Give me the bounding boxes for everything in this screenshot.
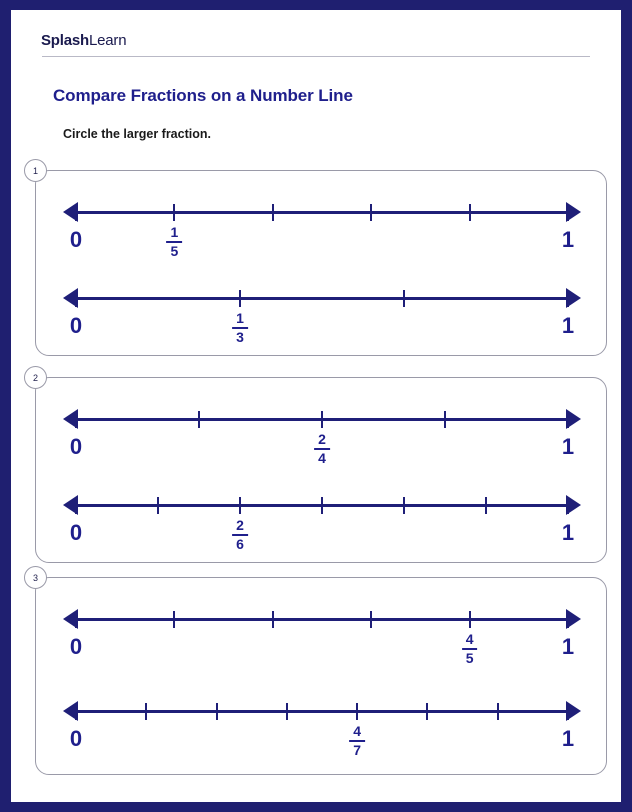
tick-mark <box>370 204 372 221</box>
fraction-label <box>232 311 248 345</box>
tick-mark <box>403 497 405 514</box>
fraction-label <box>462 632 478 666</box>
fraction-numerator: 1 <box>170 224 179 240</box>
problem-number-badge: 1 <box>24 159 47 182</box>
tick-mark <box>426 703 428 720</box>
tick-mark <box>272 204 274 221</box>
start-label: 0 <box>69 520 83 545</box>
end-label: 1 <box>561 227 575 252</box>
tick-mark <box>272 611 274 628</box>
start-label: 0 <box>69 634 83 659</box>
tick-mark <box>485 497 487 514</box>
fraction-label <box>349 724 365 758</box>
fraction-denominator: 4 <box>318 450 326 467</box>
fraction-numerator: 1 <box>236 310 244 326</box>
fraction-label <box>232 518 248 552</box>
fraction-denominator: 5 <box>465 650 474 667</box>
tick-mark <box>75 611 77 628</box>
tick-mark <box>239 497 241 514</box>
number-line-axis <box>76 297 568 300</box>
tick-mark <box>403 290 405 307</box>
problem-1 <box>32 166 607 356</box>
tick-mark <box>157 497 159 514</box>
tick-mark <box>567 611 569 628</box>
header-divider <box>42 56 590 57</box>
number-line <box>69 197 575 271</box>
fraction-numerator: 2 <box>236 517 244 533</box>
tick-mark <box>173 204 175 221</box>
tick-mark <box>75 497 77 514</box>
tick-mark <box>286 703 288 720</box>
tick-mark <box>145 703 147 720</box>
worksheet-page <box>11 10 621 802</box>
tick-mark <box>567 703 569 720</box>
tick-mark <box>321 497 323 514</box>
tick-mark <box>567 290 569 307</box>
number-line <box>69 490 575 564</box>
tick-mark <box>239 290 241 307</box>
tick-mark <box>75 290 77 307</box>
tick-mark <box>356 703 358 720</box>
tick-mark <box>567 497 569 514</box>
fraction-numerator: 2 <box>318 431 326 447</box>
problem-number-badge: 3 <box>24 566 47 589</box>
instruction-text: Circle the larger fraction. <box>63 127 211 141</box>
tick-mark <box>321 411 323 428</box>
end-label: 1 <box>561 520 575 545</box>
problem-2 <box>32 373 607 563</box>
fraction-numerator: 4 <box>353 723 362 739</box>
tick-mark <box>567 411 569 428</box>
number-line <box>69 604 575 678</box>
number-line-axis <box>76 211 568 214</box>
fraction-denominator: 7 <box>353 742 362 759</box>
end-label: 1 <box>561 726 575 751</box>
tick-mark <box>469 611 471 628</box>
fraction-label <box>314 432 330 466</box>
page-title: Compare Fractions on a Number Line <box>53 86 353 105</box>
start-label: 0 <box>69 434 83 459</box>
start-label: 0 <box>69 313 83 338</box>
fraction-denominator: 5 <box>170 243 179 260</box>
end-label: 1 <box>561 434 575 459</box>
start-label: 0 <box>69 227 83 252</box>
tick-mark <box>497 703 499 720</box>
problem-number-badge: 2 <box>24 366 47 389</box>
tick-mark <box>173 611 175 628</box>
tick-mark <box>444 411 446 428</box>
tick-mark <box>75 204 77 221</box>
fraction-denominator: 3 <box>236 329 244 346</box>
number-line-axis <box>76 618 568 621</box>
logo-learn-text: Learn <box>88 32 127 49</box>
number-line <box>69 404 575 478</box>
number-line <box>69 283 575 357</box>
fraction-denominator: 6 <box>236 536 244 553</box>
end-label: 1 <box>561 634 575 659</box>
number-line-axis <box>76 710 568 713</box>
number-line <box>69 696 575 770</box>
tick-mark <box>370 611 372 628</box>
start-label: 0 <box>69 726 83 751</box>
problem-3 <box>32 573 607 775</box>
tick-mark <box>567 204 569 221</box>
fraction-numerator: 4 <box>465 631 474 647</box>
tick-mark <box>198 411 200 428</box>
end-label: 1 <box>561 313 575 338</box>
tick-mark <box>75 703 77 720</box>
tick-mark <box>216 703 218 720</box>
logo-splash-text: Splash <box>41 32 89 49</box>
tick-mark <box>75 411 77 428</box>
tick-mark <box>469 204 471 221</box>
splashlearn-logo <box>41 32 126 49</box>
fraction-label <box>166 225 182 259</box>
